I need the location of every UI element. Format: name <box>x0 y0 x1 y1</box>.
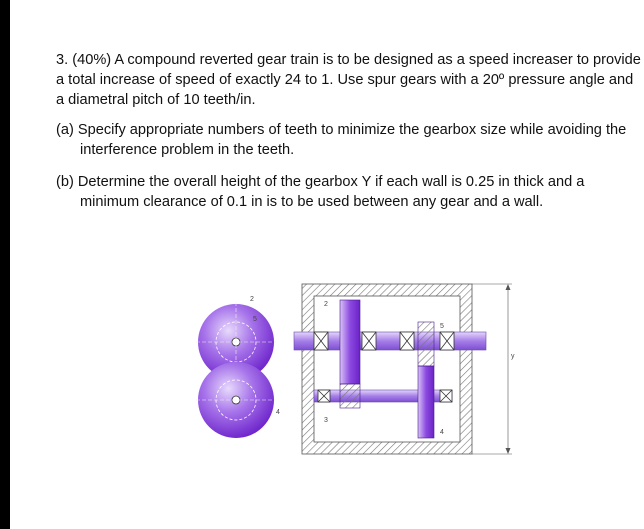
label-gear-2: 2 <box>324 301 328 308</box>
problem-text <box>56 50 641 212</box>
label-gear-5: 5 <box>440 323 444 330</box>
end-label-2: 2 <box>250 296 254 303</box>
gear-4 <box>418 366 434 438</box>
left-edge-bar <box>0 0 10 529</box>
gear-3 <box>340 384 360 408</box>
gear-2 <box>340 300 360 384</box>
part-b: (b) Determine the overall height of the gearbox Y if each wall is 0.25 in thick and a minimum clearance of 0.1 in is to be used between any gear and a wall. <box>56 174 585 210</box>
height-dimension <box>472 284 515 454</box>
end-view <box>196 296 280 438</box>
end-label-4: 4 <box>276 409 280 416</box>
label-gear-4: 4 <box>440 429 444 436</box>
part-a: (a) Specify appropriate numbers of teeth to minimize the gearbox size while avoiding the interference problem in the teeth. <box>56 122 627 158</box>
gearbox-diagram <box>190 280 530 460</box>
gearbox-figure <box>190 280 530 460</box>
end-label-5: 5 <box>253 316 257 323</box>
gearbox-housing <box>302 284 472 454</box>
label-height-y: y <box>511 353 515 360</box>
problem-intro: 3. (40%) A compound reverted gear train is to be designed as a speed increaser to provide a total increase of speed of exactly 24 to 1. Use spur gears with a 20º pressure angle and a diametral pitch of 10 teeth/in. <box>56 52 641 108</box>
label-gear-3: 3 <box>324 417 328 424</box>
gear-5 <box>418 322 434 366</box>
